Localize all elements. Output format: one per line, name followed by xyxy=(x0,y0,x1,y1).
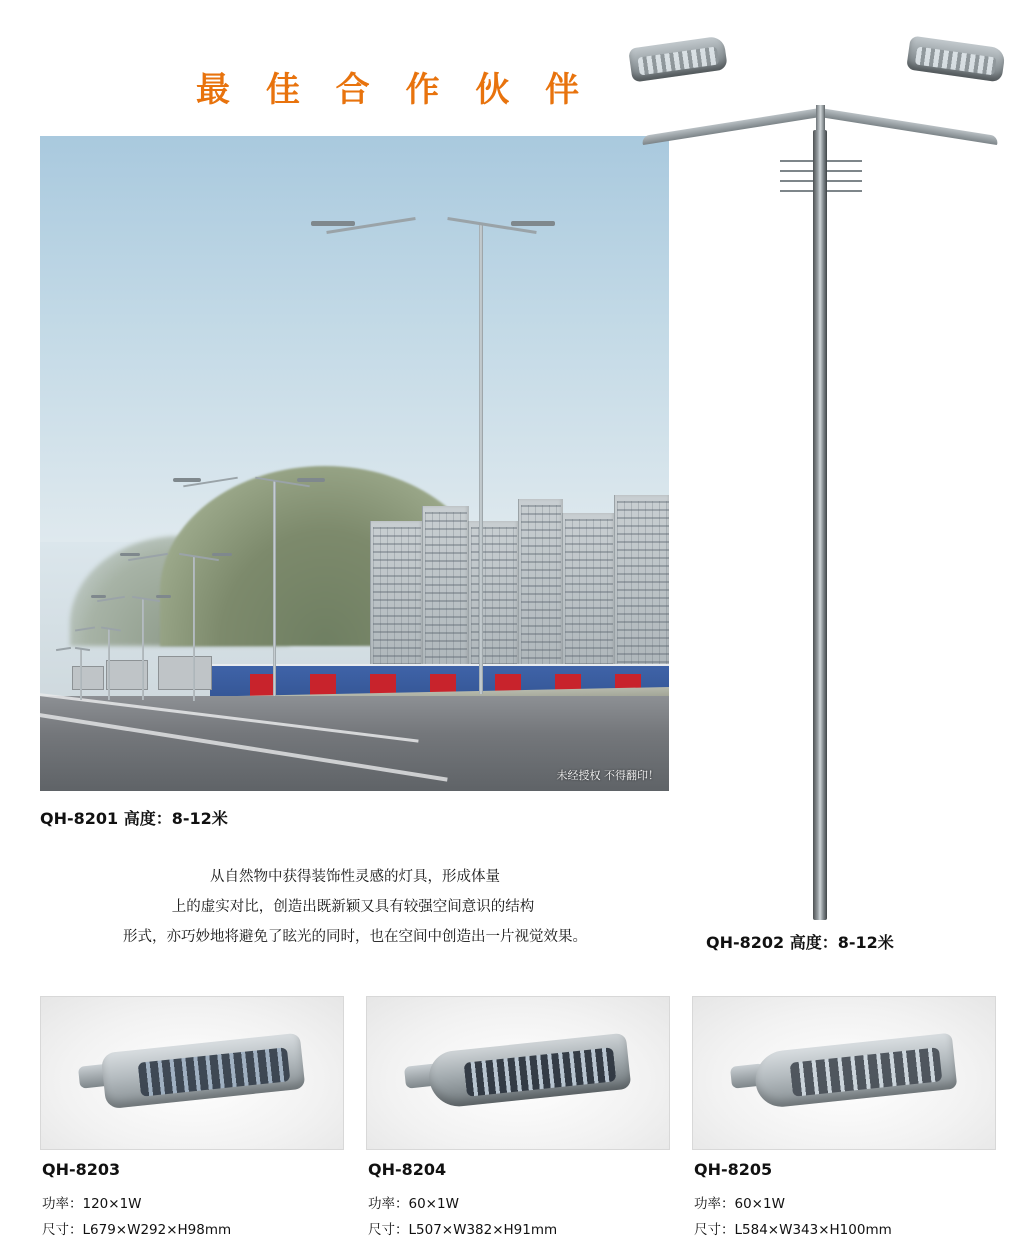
product-power: 功率：60×1W xyxy=(694,1196,785,1212)
page-title: 最 佳 合 作 伙 伴 xyxy=(196,70,592,110)
product-card-qh8204 xyxy=(366,996,668,1238)
tall-pole-photo xyxy=(620,10,1020,925)
lamp-arm-left xyxy=(642,108,821,145)
product-title: QH-8203 xyxy=(42,1160,121,1179)
luminaire-illustration xyxy=(399,1033,639,1113)
watermark-text: 未经授权 不得翻印！ xyxy=(556,769,659,782)
product-card-qh8205 xyxy=(692,996,994,1238)
product-power: 功率：120×1W xyxy=(42,1196,142,1212)
description-paragraph xyxy=(40,862,670,952)
product-power: 功率：60×1W xyxy=(368,1196,459,1212)
luminaire-illustration xyxy=(73,1033,313,1113)
street-lamp-photo xyxy=(381,224,581,694)
luminaire-illustration xyxy=(725,1033,965,1113)
product-image-qh8204 xyxy=(366,996,670,1150)
description-line-2: 上的虚实对比，创造出既新颖又具有较强空间意识的结构 xyxy=(171,899,535,915)
luminaire-head-left xyxy=(628,35,728,82)
caption-qh8201: QH-8201 高度：8-12米 xyxy=(40,809,228,828)
product-image-qh8203 xyxy=(40,996,344,1150)
product-title: QH-8204 xyxy=(368,1160,447,1179)
product-card-qh8203 xyxy=(40,996,342,1238)
product-size: 尺寸：L507×W382×H91mm xyxy=(368,1222,558,1238)
description-line-3: 形式，亦巧妙地将避免了眩光的同时，也在空间中创造出一片视觉效果。 xyxy=(123,929,587,945)
description-line-1: 从自然物中获得装饰性灵感的灯具，形成体量 xyxy=(210,869,500,885)
product-size: 尺寸：L584×W343×H100mm xyxy=(694,1222,892,1238)
main-street-photo xyxy=(40,136,669,791)
caption-qh8202: QH-8202 高度：8-12米 xyxy=(706,933,894,952)
luminaire-head-right xyxy=(906,35,1006,82)
product-image-qh8205 xyxy=(692,996,996,1150)
product-card-list xyxy=(40,996,995,1246)
lamp-arm-right xyxy=(819,108,998,145)
pole-shaft xyxy=(813,130,827,920)
product-size: 尺寸：L679×W292×H98mm xyxy=(42,1222,232,1238)
street-lamp-photo xyxy=(64,648,100,700)
product-title: QH-8205 xyxy=(694,1160,773,1179)
